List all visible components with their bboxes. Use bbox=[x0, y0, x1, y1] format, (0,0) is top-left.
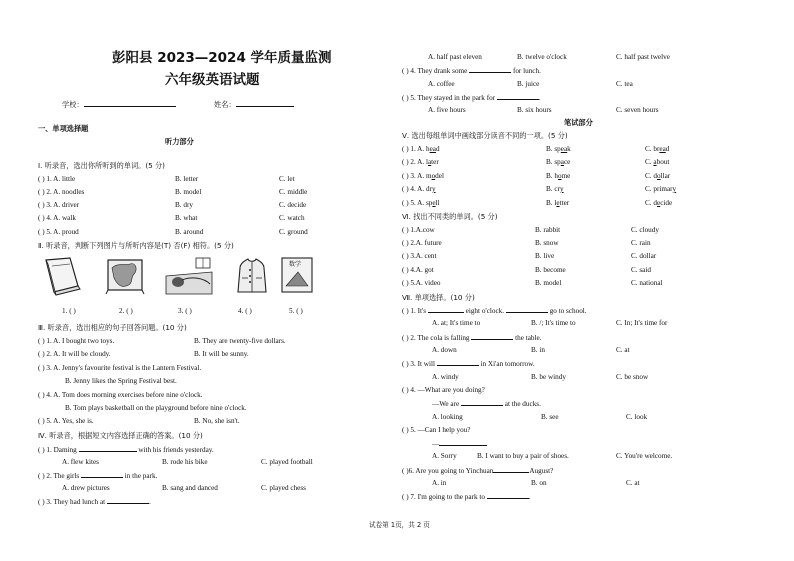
q6-1-a: ( ) 1.A.cow bbox=[402, 226, 435, 234]
q7-2-opt-a: A. down bbox=[432, 346, 457, 354]
q2-label-4: 4. ( ) bbox=[238, 307, 252, 315]
math-book-label: 数学 bbox=[289, 261, 302, 268]
q4-5-stem: ( ) 5. They stayed in the park for bbox=[402, 94, 496, 102]
q7-3-opt-c: C. be snow bbox=[616, 373, 649, 381]
q4-4-blank[interactable] bbox=[469, 66, 511, 73]
q7-5-question: ( ) 5. —Can I help you? bbox=[402, 426, 471, 434]
q3-2-a: ( ) 2. A. It will be cloudy. bbox=[38, 350, 111, 358]
q1-4-a: ( ) 4. A. walk bbox=[38, 214, 76, 222]
q7-3-opt-b: B. be windy bbox=[531, 373, 566, 381]
q1-5-a: ( ) 5. A. proud bbox=[38, 228, 79, 236]
coat-picture bbox=[230, 256, 274, 296]
q2-label-3: 3. ( ) bbox=[178, 307, 192, 315]
name-field[interactable] bbox=[214, 100, 294, 109]
q7-3-question: ( ) 3. It will in Xi'an tomorrow. bbox=[402, 360, 535, 368]
q7-1-blank-2[interactable] bbox=[506, 306, 548, 313]
q7-1-opt-c: C. In; It's time for bbox=[616, 319, 668, 327]
q4-5-question: ( ) 5. They stayed in the park for . bbox=[402, 94, 541, 102]
q3-1-a: ( ) 1. A. I bought two toys. bbox=[38, 337, 115, 345]
q4-2-opt-a: A. drew pictures bbox=[62, 484, 110, 492]
q7-4-opt-c: C. look bbox=[626, 413, 648, 421]
q1-heading: Ⅰ. 听录音，选出你所听到的单词。(5 分) bbox=[38, 161, 165, 170]
q4-1-stem: ( ) 1. Daming bbox=[38, 446, 77, 454]
q4-4-stem: ( ) 4. They drank some bbox=[402, 67, 468, 75]
q7-4-question: ( ) 4. —What are you doing? bbox=[402, 386, 485, 394]
q7-3-opt-a: A. windy bbox=[432, 373, 459, 381]
q1-1-c: C. let bbox=[279, 175, 295, 183]
q2-label-2: 2. ( ) bbox=[119, 307, 133, 315]
q4-3-question: ( ) 3. They had lunch at . bbox=[38, 498, 151, 506]
map-picture bbox=[104, 256, 148, 296]
math-book-picture bbox=[278, 256, 318, 296]
q7-4-answer: —We are at the ducks. bbox=[432, 400, 541, 408]
q4-4-opt-c: C. tea bbox=[616, 80, 633, 88]
q5-3-c: C. dollar bbox=[645, 172, 671, 180]
q1-4-c: C. watch bbox=[279, 214, 305, 222]
q4-3-opt-b: B. twelve o'clock bbox=[517, 53, 567, 61]
q4-2-opt-c: C. played chess bbox=[261, 484, 306, 492]
q1-1-a: ( ) 1. A. little bbox=[38, 175, 76, 183]
q6-3-a: ( ) 3.A. cent bbox=[402, 252, 437, 260]
q4-4-rest: for lunch. bbox=[512, 67, 541, 75]
q4-3-stem: ( ) 3. They had lunch at bbox=[38, 498, 106, 506]
q4-1-blank[interactable] bbox=[79, 445, 137, 452]
q7-5-answer: — bbox=[432, 439, 487, 449]
q3-heading: Ⅲ. 听录音，选出相应的句子回答问题。(10 分) bbox=[38, 323, 187, 332]
q7-1-blank-1[interactable] bbox=[428, 306, 464, 313]
q3-4-a: ( ) 4. A. Tom does morning exercises before nine o'clock. bbox=[38, 391, 203, 399]
q7-5-opt-b: B. I want to buy a pair of shoes. bbox=[477, 452, 569, 460]
q7-4-blank[interactable] bbox=[461, 399, 503, 406]
q3-4-b: B. Tom plays basketball on the playground before nine o'clock. bbox=[65, 404, 247, 412]
q1-2-b: B. model bbox=[175, 188, 202, 196]
sleeping-child-picture bbox=[164, 256, 214, 296]
q5-3-b: B. home bbox=[546, 172, 571, 180]
q4-2-question bbox=[38, 471, 157, 481]
q2-heading: Ⅱ. 听录音，判断下列图片与所听内容是(T) 否(F) 相符。(5 分) bbox=[38, 241, 234, 250]
q7-2-opt-c: C. at bbox=[616, 346, 630, 354]
q7-7-question: ( ) 7. I'm going to the park to . bbox=[402, 493, 531, 501]
q5-4-a: ( ) 4. A. dry bbox=[402, 185, 436, 193]
q3-5-a: ( ) 5. A. Yes, she is. bbox=[38, 417, 94, 425]
q4-4-opt-a: A. coffee bbox=[428, 80, 455, 88]
q1-2-a: ( ) 2. A. noodles bbox=[38, 188, 85, 196]
q7-1-question: ( ) 1. It's eight o'clock. go to school. bbox=[402, 307, 587, 315]
q6-3-b: B. live bbox=[535, 252, 555, 260]
q7-7-blank[interactable] bbox=[487, 492, 529, 499]
q5-2-c: C. about bbox=[645, 158, 670, 166]
name-label: 姓名： bbox=[214, 100, 236, 109]
q4-5-opt-c: C. seven hours bbox=[616, 106, 659, 114]
q7-1-opt-b: B. /; It's time to bbox=[531, 319, 576, 327]
q1-3-b: B. dry bbox=[175, 201, 193, 209]
q5-1-c: C. bread bbox=[645, 145, 670, 153]
q1-4-b: B. what bbox=[175, 214, 198, 222]
q7-4-opt-a: A. looking bbox=[432, 413, 463, 421]
q5-1-b: B. speak bbox=[546, 145, 571, 153]
q1-5-c: C. ground bbox=[279, 228, 308, 236]
q4-2-stem: ( ) 2. The girls bbox=[38, 472, 80, 480]
q6-heading: Ⅵ. 找出不同类的单词。(5 分) bbox=[402, 212, 498, 221]
q4-1-rest: with his friends yesterday. bbox=[138, 446, 214, 454]
q6-2-a: ( ) 2.A. future bbox=[402, 239, 442, 247]
q6-5-a: ( ) 5.A. video bbox=[402, 279, 441, 287]
listening-label: 听力部分 bbox=[165, 137, 194, 146]
page-footer: 试卷第 1页，共 2 页 bbox=[369, 521, 430, 529]
q5-1-a: ( ) 1. A. head bbox=[402, 145, 440, 153]
q4-1-opt-b: B. rode his bike bbox=[162, 458, 208, 466]
q4-1-opt-a: A. flew kites bbox=[62, 458, 99, 466]
q7-4-opt-b: B. see bbox=[541, 413, 559, 421]
q6-2-b: B. snow bbox=[535, 239, 559, 247]
q2-label-1: 1. ( ) bbox=[62, 307, 76, 315]
q5-2-a: ( ) 2. A. later bbox=[402, 158, 439, 166]
q6-3-c: C. dollar bbox=[631, 252, 657, 260]
q4-1-opt-c: C. played football bbox=[261, 458, 313, 466]
q1-3-c: C. decide bbox=[279, 201, 307, 209]
q4-4-question bbox=[402, 66, 541, 76]
q4-3-opt-a: A. half past eleven bbox=[428, 53, 482, 61]
q6-5-b: B. model bbox=[535, 279, 562, 287]
q3-3-a: ( ) 3. A. Jenny's favourite festival is the Lantern Festival. bbox=[38, 364, 202, 372]
q4-3-blank[interactable] bbox=[107, 497, 149, 504]
q4-heading: Ⅳ. 听录音，根据短文内容选择正确的答案。(10 分) bbox=[38, 431, 203, 440]
q4-5-blank[interactable] bbox=[497, 93, 539, 100]
q5-5-a: ( ) 5. A. spell bbox=[402, 199, 440, 207]
q1-5-b: B. around bbox=[175, 228, 204, 236]
q7-1-opt-a: A. at; It's time to bbox=[432, 319, 481, 327]
q4-2-rest: in the park. bbox=[124, 472, 158, 480]
exam-title: 彭阳县 2023—2024 学年质量监测 bbox=[112, 50, 332, 66]
q4-2-blank[interactable] bbox=[81, 471, 123, 478]
q6-4-b: B. become bbox=[535, 266, 566, 274]
book-picture bbox=[40, 256, 84, 296]
q7-2-question: ( ) 2. The cola is falling the table. bbox=[402, 334, 542, 342]
q4-5-opt-a: A. five hours bbox=[428, 106, 466, 114]
q7-5-opt-c: C. You're welcome. bbox=[616, 452, 673, 460]
q4-2-opt-b: B. sang and danced bbox=[162, 484, 218, 492]
q7-6-opt-a: A. in bbox=[432, 479, 447, 487]
q4-4-opt-b: B. juice bbox=[517, 80, 540, 88]
q7-2-opt-b: B. in bbox=[531, 346, 545, 354]
q4-3-opt-c: C. half past twelve bbox=[616, 53, 670, 61]
q6-1-b: B. rabbit bbox=[535, 226, 561, 234]
q7-6-opt-c: C. at bbox=[626, 479, 640, 487]
school-label: 学校： bbox=[62, 100, 84, 109]
q5-3-a: ( ) 3. A. model bbox=[402, 172, 444, 180]
school-field[interactable] bbox=[62, 100, 176, 109]
q6-1-c: C. cloudy bbox=[631, 226, 659, 234]
q7-6-question: ( )6. Are you going to Yinchuan August? bbox=[402, 467, 554, 475]
q1-1-b: B. letter bbox=[175, 175, 199, 183]
q5-5-b: B. letter bbox=[546, 199, 570, 207]
q4-5-opt-b: B. six hours bbox=[517, 106, 552, 114]
written-label: 笔试部分 bbox=[564, 118, 593, 127]
q4-1-question bbox=[38, 445, 214, 455]
q7-5-opt-a: A. Sorry bbox=[432, 452, 457, 460]
q7-5-blank[interactable] bbox=[439, 439, 487, 446]
q7-2-blank[interactable] bbox=[471, 333, 513, 340]
q3-2-b: B. It will be sunny. bbox=[194, 350, 249, 358]
q1-2-c: C. middle bbox=[279, 188, 308, 196]
section1-heading: 一、单项选择题 bbox=[38, 124, 89, 133]
q7-6-opt-b: B. on bbox=[531, 479, 547, 487]
q6-2-c: C. rain bbox=[631, 239, 651, 247]
q1-3-a: ( ) 3. A. driver bbox=[38, 201, 80, 209]
q6-5-c: C. national bbox=[631, 279, 663, 287]
q6-4-c: C. said bbox=[631, 266, 651, 274]
q6-4-a: ( ) 4.A. got bbox=[402, 266, 434, 274]
q3-5-b: B. No, she isn't. bbox=[194, 417, 240, 425]
q3-3-b: B. Jenny likes the Spring Festival best. bbox=[65, 377, 177, 385]
q5-2-b: B. space bbox=[546, 158, 571, 166]
q3-1-b: B. They are twenty-five dollars. bbox=[194, 337, 286, 345]
q7-6-blank[interactable] bbox=[493, 466, 529, 473]
q5-5-c: C. decide bbox=[645, 199, 673, 207]
q2-label-5: 5. ( ) bbox=[289, 307, 303, 315]
q7-heading: Ⅶ. 单项选择。(10 分) bbox=[402, 293, 475, 302]
q7-3-blank[interactable] bbox=[437, 359, 479, 366]
q5-4-b: B. cry bbox=[546, 185, 564, 193]
exam-subtitle: 六年级英语试题 bbox=[165, 72, 260, 88]
q5-4-c: C. primary bbox=[645, 185, 677, 193]
q5-heading: Ⅴ. 选出每组单词中画线部分读音不同的一项。(5 分) bbox=[402, 131, 568, 140]
